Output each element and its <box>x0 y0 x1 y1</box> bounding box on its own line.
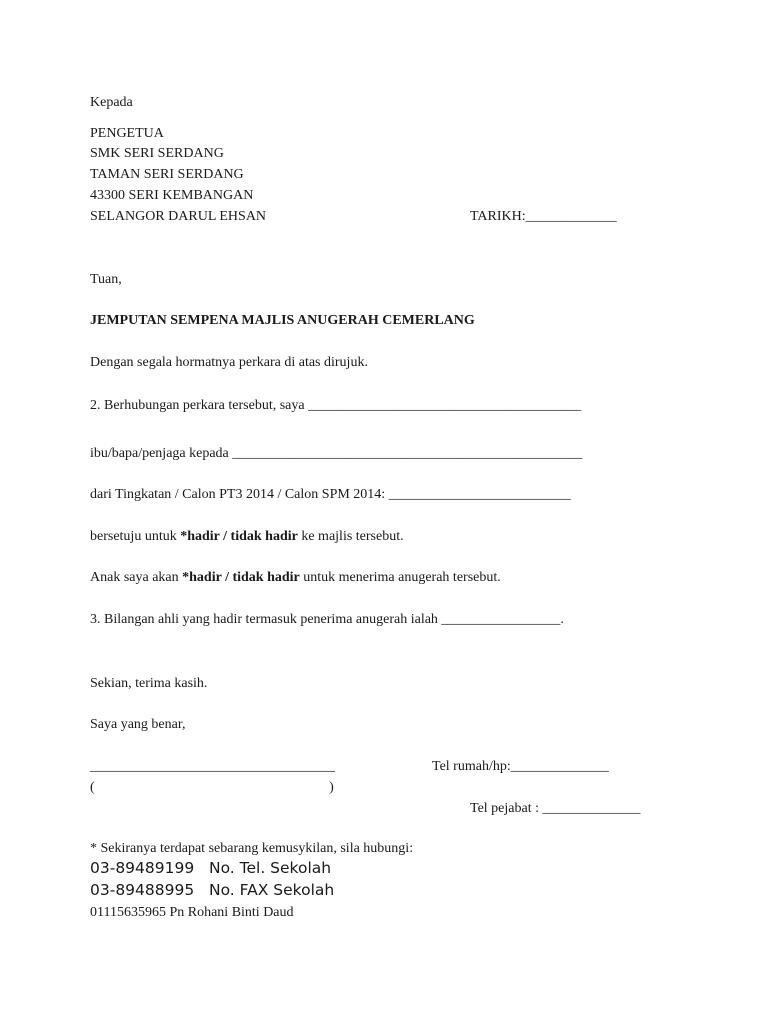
contact-person: 01115635965 Pn Rohani Binti Daud <box>90 905 294 920</box>
contact-note: * Sekiranya terdapat sebarang kemusykilan, sila hubungi: <box>90 841 414 856</box>
address-line-2: SMK SERI SERDANG <box>90 146 224 161</box>
date-field: TARIKH:_____________ <box>470 209 617 224</box>
attend-1-choice: *hadir / tidak hadir <box>180 529 298 544</box>
address-line-3: TAMAN SERI SERDANG <box>90 167 244 182</box>
contact-tel: 03-89489199 No. Tel. Sekolah <box>90 859 332 877</box>
contact-fax: 03-89488995 No. FAX Sekolah <box>90 881 335 899</box>
tel-office-field: Tel pejabat : ______________ <box>470 801 641 816</box>
address-line-1: PENGETUA <box>90 126 164 141</box>
salutation: Tuan, <box>90 272 122 287</box>
name-line: ( ) <box>90 780 334 795</box>
attend-line-2 <box>90 571 501 585</box>
address-line-5: SELANGOR DARUL EHSAN <box>90 209 267 224</box>
attend-2-choice: *hadir / tidak hadir <box>182 570 300 585</box>
attend-line-1 <box>90 530 404 544</box>
subject-heading: JEMPUTAN SEMPENA MAJLIS ANUGERAH CEMERLANG <box>90 313 475 328</box>
attend-2-suffix: untuk menerima anugerah tersebut. <box>299 570 501 585</box>
attend-1-prefix: bersetuju untuk <box>90 529 181 544</box>
to-label: Kepada <box>90 95 133 110</box>
signoff: Saya yang benar, <box>90 717 186 732</box>
intro-paragraph: Dengan segala hormatnya perkara di atas dirujuk. <box>90 355 368 370</box>
address-line-4: 43300 SERI KEMBANGAN <box>90 188 254 203</box>
closing: Sekian, terima kasih. <box>90 676 208 691</box>
para2-line3: dari Tingkatan / Calon PT3 2014 / Calon SPM 2014: __________________________ <box>90 487 571 502</box>
para3: 3. Bilangan ahli yang hadir termasuk penerima anugerah ialah _________________. <box>90 612 564 627</box>
attend-1-suffix: ke majlis tersebut. <box>297 529 404 544</box>
para2-line2: ibu/bapa/penjaga kepada __________________________________________________ <box>90 446 583 461</box>
attend-2-prefix: Anak saya akan <box>90 570 183 585</box>
signature-line: ___________________________________ <box>90 759 335 774</box>
para2-line1: 2. Berhubungan perkara tersebut, saya _______________________________________ <box>90 398 582 413</box>
tel-home-field: Tel rumah/hp:______________ <box>432 759 609 774</box>
